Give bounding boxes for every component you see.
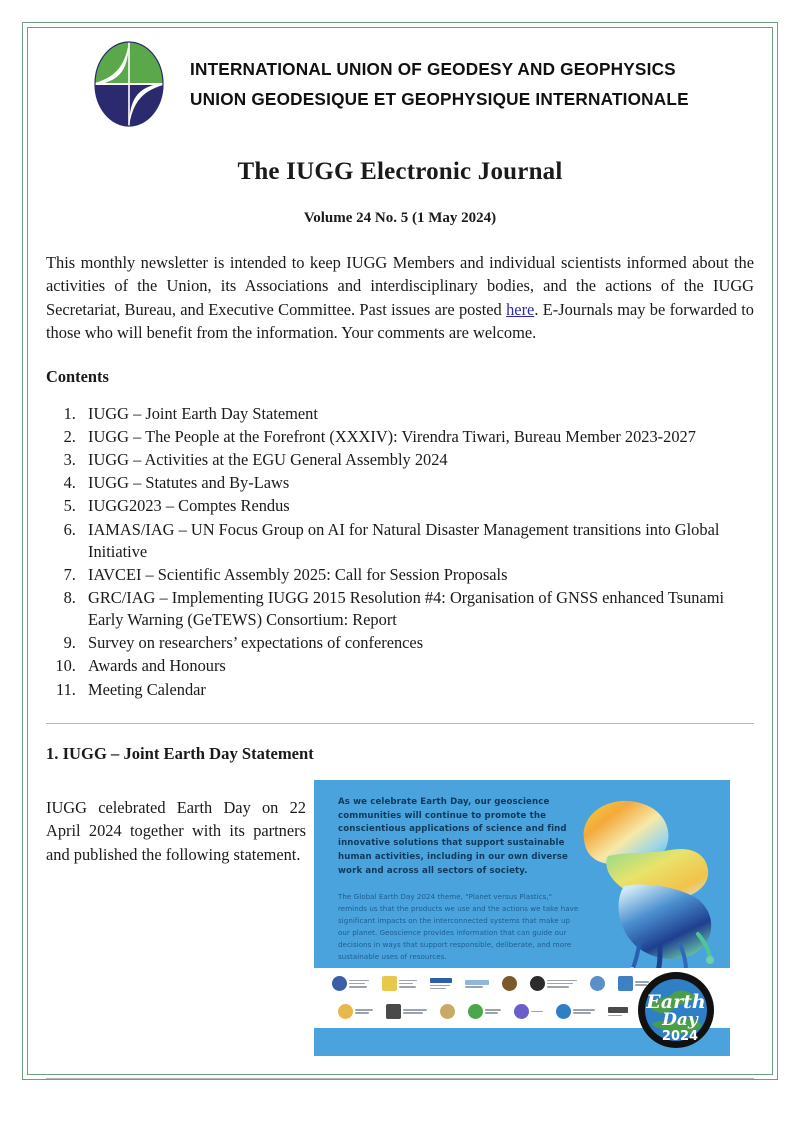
logo-wordmark xyxy=(399,980,417,988)
iugg-logo xyxy=(92,38,166,130)
badge-year-text: 2024 xyxy=(661,1028,699,1044)
logo-mark xyxy=(556,1004,571,1019)
logo-wordmark xyxy=(485,1009,501,1014)
nrsa-logo xyxy=(468,1002,501,1022)
organization-name-english: INTERNATIONAL UNION OF GEODESY AND GEOPHYSICS xyxy=(190,58,676,79)
logo-wordmark xyxy=(430,978,452,989)
egu-logo xyxy=(590,974,605,994)
geological-society-logo xyxy=(502,974,517,994)
list-item[interactable]: 4. IUGG – Statutes and By-Laws xyxy=(80,472,754,494)
section-1-heading: 1. IUGG – Joint Earth Day Statement xyxy=(46,743,314,763)
list-item[interactable]: 9. Survey on researchers’ expectations of conferences xyxy=(80,632,754,654)
earth-day-2024-badge-icon xyxy=(636,970,716,1050)
logo-mark xyxy=(332,976,347,991)
logo-mark xyxy=(382,976,397,991)
masthead xyxy=(46,38,754,130)
logo-mark xyxy=(618,976,633,991)
logo-mark xyxy=(468,1004,483,1019)
african-geophysical-society-logo xyxy=(332,974,369,994)
logo-mark xyxy=(502,976,517,991)
logo-mark xyxy=(514,1004,529,1019)
poster-lead-text: As we celebrate Earth Day, our geoscience communities will continue to promote the conscientious applications of science and find innovative solutions that support sustainable human activities, including in our own diverse work and across all sectors of society. xyxy=(338,796,568,877)
badge-day-text: Day xyxy=(662,1009,698,1030)
logo-mark xyxy=(338,1004,353,1019)
list-item[interactable]: 11. Meeting Calendar xyxy=(80,679,754,701)
ggs-seal-logo xyxy=(440,1002,455,1022)
poster-body-text: The Global Earth Day 2024 theme, "Planet versus Plastics," reminds us that the products we use and the actions we take have significant impacts on the interconnected systems that make up our planet. Geoscience provides information that can guide our decisions in ways that support responsible, deliberate, and more sustainable uses of resources. xyxy=(338,892,579,961)
logo-mark xyxy=(386,1004,401,1019)
list-item[interactable]: 5. IUGG2023 – Comptes Rendus xyxy=(80,495,754,517)
section-divider-top xyxy=(46,723,754,724)
earth-day-poster xyxy=(314,780,730,1056)
page-content xyxy=(46,38,754,1079)
page-title: The IUGG Electronic Journal xyxy=(237,158,563,185)
list-item[interactable]: 10. Awards and Honours xyxy=(80,655,754,677)
eos-logo xyxy=(530,974,577,994)
logo-wordmark xyxy=(465,980,489,988)
section-1-body xyxy=(46,780,754,1056)
logo-mark xyxy=(530,976,545,991)
contents-heading: Contents xyxy=(46,366,109,386)
intro-text-part2: . E-Journals may be forwarded to those who will benefit from the information. Your comments are welcome. xyxy=(46,299,755,343)
agu-logo xyxy=(430,974,452,994)
intro-paragraph xyxy=(46,251,754,345)
list-item[interactable]: 2. IUGG – The People at the Forefront (XXXIV): Virendra Tiwari, Bureau Member 2023-2027 xyxy=(80,426,754,448)
organization-name xyxy=(190,54,689,114)
logo-wordmark xyxy=(608,1007,628,1016)
logo-wordmark xyxy=(355,1009,373,1014)
past-issues-link[interactable]: here xyxy=(506,299,535,319)
ugm-logo xyxy=(608,1002,628,1022)
logo-mark xyxy=(590,976,605,991)
list-item[interactable]: 7. IAVCEI – Scientific Assembly 2025: Call for Session Proposals xyxy=(80,564,754,586)
plastic-bag-jellyfish-icon xyxy=(574,794,722,972)
logo-wordmark xyxy=(531,1011,543,1013)
volume-line: Volume 24 No. 5 (1 May 2024) xyxy=(303,210,497,226)
iugg-partner-logo xyxy=(386,1002,427,1022)
badge-earth-text: Earth xyxy=(646,990,706,1013)
logo-wordmark xyxy=(403,1009,427,1014)
cnrs-logo xyxy=(465,974,489,994)
list-item[interactable]: 1. IUGG – Joint Earth Day Statement xyxy=(80,403,754,425)
list-item[interactable]: 8. GRC/IAG – Implementing IUGG 2015 Resolution #4: Organisation of GNSS enhanced Tsunami Early Warning (GeTEWS) Consortium: Report xyxy=(80,587,754,631)
poster-text-column xyxy=(338,796,582,963)
aogs-logo xyxy=(556,1002,595,1022)
isc-logo xyxy=(514,1002,543,1022)
contents-list xyxy=(46,403,754,701)
logo-wordmark xyxy=(547,980,577,988)
seg-logo xyxy=(338,1002,373,1022)
logo-wordmark xyxy=(349,980,369,988)
logo-mark xyxy=(440,1004,455,1019)
section-1-paragraph: IUGG celebrated Earth Day on 22 April 2024 together with its partners and published the following statement. xyxy=(46,798,306,864)
section-divider-bottom xyxy=(46,1078,754,1079)
list-item[interactable]: 3. IUGG – Activities at the EGU General Assembly 2024 xyxy=(80,449,754,471)
organization-name-french: UNION GEODESIQUE ET GEOPHYSIQUE INTERNATIONALE xyxy=(190,89,689,109)
list-item[interactable]: 6. IAMAS/IAG – UN Focus Group on AI for Natural Disaster Management transitions into Global Initiative xyxy=(80,519,754,563)
page-logo xyxy=(382,974,417,994)
intro-text-part1: This monthly newsletter is intended to keep IUGG Members and individual scientists informed about the activities of the Union, its Associations and interdisciplinary bodies, and the actions of the IUGG Secretariat, Bureau, and Executive Committee. Past issues are posted xyxy=(46,253,754,319)
logo-wordmark xyxy=(573,1009,595,1014)
